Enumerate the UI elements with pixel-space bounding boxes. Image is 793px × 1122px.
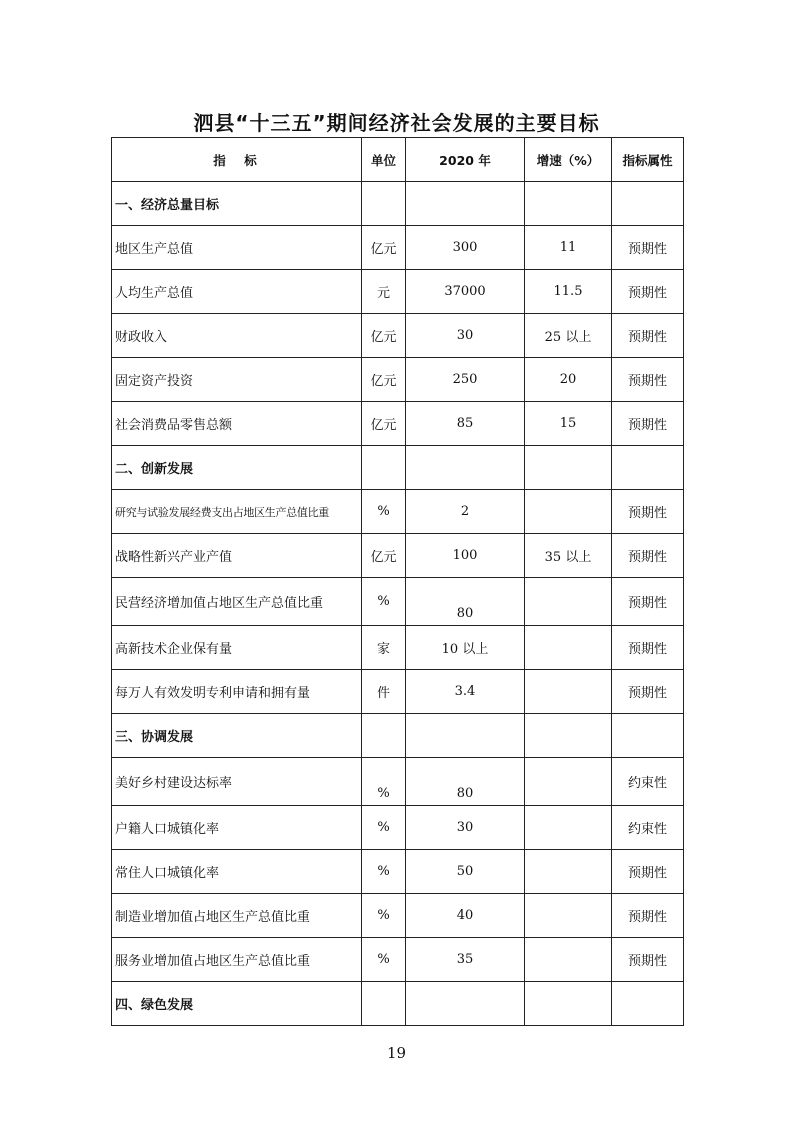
- growth-cell: [525, 578, 612, 626]
- indicator-cell: 高新技术企业保有量: [112, 626, 362, 670]
- indicator-cell: 四、绿色发展: [112, 982, 362, 1026]
- page-title: 泗县“十三五”期间经济社会发展的主要目标: [193, 111, 600, 135]
- table-row: [112, 402, 684, 446]
- growth-cell: [525, 982, 612, 1026]
- header-unit: 单位: [362, 138, 406, 182]
- attribute-cell: [612, 182, 684, 226]
- attribute-cell: 预期性: [612, 670, 684, 714]
- table-row: [112, 850, 684, 894]
- table-row: [112, 758, 684, 806]
- value-cell: 80: [406, 758, 525, 806]
- growth-cell: [525, 626, 612, 670]
- value-cell: 40: [406, 894, 525, 938]
- value-cell: 85: [406, 402, 525, 446]
- table-row: [112, 270, 684, 314]
- attribute-cell: 预期性: [612, 358, 684, 402]
- attribute-cell: 预期性: [612, 938, 684, 982]
- growth-cell: [525, 806, 612, 850]
- unit-cell: 亿元: [362, 226, 406, 270]
- unit-cell: %: [362, 894, 406, 938]
- header-2020: 2020 年: [406, 138, 525, 182]
- indicator-cell: 人均生产总值: [112, 270, 362, 314]
- growth-cell: [525, 938, 612, 982]
- indicator-cell: 美好乡村建设达标率: [112, 758, 362, 806]
- indicator-cell: 研究与试验发展经费支出占地区生产总值比重: [112, 490, 362, 534]
- unit-cell: 亿元: [362, 534, 406, 578]
- attribute-cell: [612, 446, 684, 490]
- table-row: [112, 226, 684, 270]
- attribute-cell: 约束性: [612, 758, 684, 806]
- unit-cell: %: [362, 490, 406, 534]
- attribute-cell: 预期性: [612, 270, 684, 314]
- indicator-cell: 一、经济总量目标: [112, 182, 362, 226]
- page-number: 19: [386, 1044, 407, 1062]
- header-indicator: 指 标: [112, 138, 362, 182]
- value-cell: 35: [406, 938, 525, 982]
- table-row: [112, 490, 684, 534]
- growth-cell: [525, 714, 612, 758]
- section-row: [112, 182, 684, 226]
- table-row: [112, 894, 684, 938]
- attribute-cell: 预期性: [612, 850, 684, 894]
- table-row: [112, 626, 684, 670]
- unit-cell: 亿元: [362, 402, 406, 446]
- indicator-cell: 战略性新兴产业产值: [112, 534, 362, 578]
- indicator-cell: 固定资产投资: [112, 358, 362, 402]
- attribute-cell: 预期性: [612, 226, 684, 270]
- unit-cell: 元: [362, 270, 406, 314]
- value-cell: 3.4: [406, 670, 525, 714]
- growth-cell: 11: [525, 226, 612, 270]
- value-cell: [406, 182, 525, 226]
- unit-cell: %: [362, 850, 406, 894]
- value-cell: 250: [406, 358, 525, 402]
- attribute-cell: 预期性: [612, 626, 684, 670]
- indicator-cell: 财政收入: [112, 314, 362, 358]
- growth-cell: 25 以上: [525, 314, 612, 358]
- table-row: [112, 534, 684, 578]
- unit-cell: %: [362, 758, 406, 806]
- indicator-cell: 社会消费品零售总额: [112, 402, 362, 446]
- value-cell: 10 以上: [406, 626, 525, 670]
- header-attribute: 指标属性: [612, 138, 684, 182]
- section-row: [112, 982, 684, 1026]
- header-growth: 增速（%）: [525, 138, 612, 182]
- indicator-cell: 户籍人口城镇化率: [112, 806, 362, 850]
- unit-cell: %: [362, 806, 406, 850]
- attribute-cell: 预期性: [612, 490, 684, 534]
- growth-cell: 20: [525, 358, 612, 402]
- unit-cell: 家: [362, 626, 406, 670]
- growth-cell: 35 以上: [525, 534, 612, 578]
- unit-cell: %: [362, 578, 406, 626]
- indicator-cell: 三、协调发展: [112, 714, 362, 758]
- value-cell: [406, 714, 525, 758]
- value-cell: [406, 982, 525, 1026]
- attribute-cell: 预期性: [612, 534, 684, 578]
- section-row: [112, 714, 684, 758]
- indicator-cell: 每万人有效发明专利申请和拥有量: [112, 670, 362, 714]
- indicator-cell: 常住人口城镇化率: [112, 850, 362, 894]
- growth-cell: [525, 670, 612, 714]
- growth-cell: [525, 850, 612, 894]
- attribute-cell: [612, 982, 684, 1026]
- indicator-cell: 服务业增加值占地区生产总值比重: [112, 938, 362, 982]
- unit-cell: %: [362, 938, 406, 982]
- table-row: [112, 314, 684, 358]
- growth-cell: [525, 182, 612, 226]
- attribute-cell: 预期性: [612, 578, 684, 626]
- unit-cell: 亿元: [362, 358, 406, 402]
- table-row: [112, 578, 684, 626]
- unit-cell: 件: [362, 670, 406, 714]
- unit-cell: [362, 182, 406, 226]
- value-cell: 80: [406, 578, 525, 626]
- value-cell: [406, 446, 525, 490]
- table-row: [112, 938, 684, 982]
- table-row: [112, 806, 684, 850]
- indicator-cell: 民营经济增加值占地区生产总值比重: [112, 578, 362, 626]
- attribute-cell: 预期性: [612, 402, 684, 446]
- table-row: [112, 670, 684, 714]
- value-cell: 30: [406, 314, 525, 358]
- value-cell: 2: [406, 490, 525, 534]
- value-cell: 300: [406, 226, 525, 270]
- indicator-cell: 二、创新发展: [112, 446, 362, 490]
- unit-cell: [362, 714, 406, 758]
- value-cell: 100: [406, 534, 525, 578]
- indicator-cell: 制造业增加值占地区生产总值比重: [112, 894, 362, 938]
- value-cell: 50: [406, 850, 525, 894]
- growth-cell: [525, 490, 612, 534]
- unit-cell: [362, 982, 406, 1026]
- growth-cell: [525, 894, 612, 938]
- attribute-cell: [612, 714, 684, 758]
- attribute-cell: 约束性: [612, 806, 684, 850]
- unit-cell: 亿元: [362, 314, 406, 358]
- indicator-cell: 地区生产总值: [112, 226, 362, 270]
- attribute-cell: 预期性: [612, 894, 684, 938]
- growth-cell: 15: [525, 402, 612, 446]
- table-header-row: [112, 138, 684, 182]
- value-cell: 30: [406, 806, 525, 850]
- growth-cell: [525, 446, 612, 490]
- table-row: [112, 358, 684, 402]
- targets-table: [111, 137, 684, 1026]
- growth-cell: [525, 758, 612, 806]
- value-cell: 37000: [406, 270, 525, 314]
- section-row: [112, 446, 684, 490]
- growth-cell: 11.5: [525, 270, 612, 314]
- attribute-cell: 预期性: [612, 314, 684, 358]
- unit-cell: [362, 446, 406, 490]
